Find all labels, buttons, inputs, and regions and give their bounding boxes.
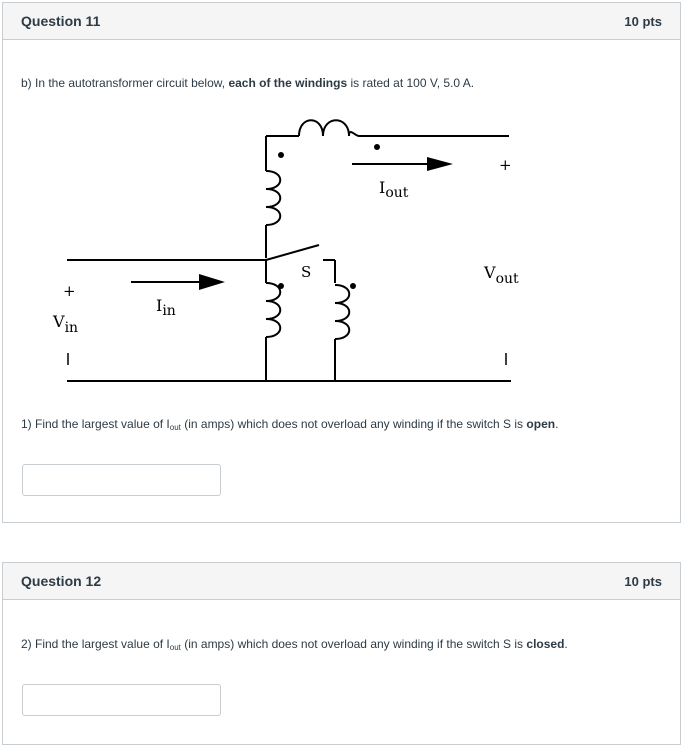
question-11-header <box>3 3 680 40</box>
question-12-card <box>2 562 681 745</box>
vout-plus: + <box>499 156 512 174</box>
lower-right-winding <box>335 285 349 339</box>
vin-label: Vin <box>53 312 79 336</box>
switch-label: S <box>301 263 312 281</box>
vout-label: Vout <box>484 263 519 287</box>
intro-bold: each of the windings <box>228 76 348 90</box>
top-coil <box>299 120 359 136</box>
question-11-answer-input[interactable] <box>22 464 221 496</box>
question-12-prompt <box>21 637 568 652</box>
question-11-points: 10 pts <box>624 13 662 29</box>
vin-plus: + <box>63 282 76 300</box>
upper-winding <box>266 171 280 225</box>
question-12-answer-input[interactable] <box>22 684 221 716</box>
intro-prefix: b) In the autotransformer circuit below, <box>21 76 226 90</box>
prompt-bold: open <box>526 417 556 431</box>
dot-lower-left <box>278 283 284 289</box>
autotransformer-circuit <box>3 113 682 393</box>
switch-blade <box>266 245 319 260</box>
question-12-points: 10 pts <box>624 573 662 589</box>
question-12-title: Question 12 <box>21 573 102 589</box>
question-11-title: Question 11 <box>21 13 101 29</box>
iout-label: Iout <box>379 178 409 201</box>
prompt-sub: out <box>169 643 181 652</box>
dot-lower-right <box>350 283 356 289</box>
prompt-prefix: 1) Find the largest value of I <box>21 417 170 431</box>
dot-top-coil <box>374 144 380 150</box>
prompt-middle: (in amps) which does not overload any winding if the switch S is <box>184 637 524 651</box>
prompt-end: . <box>555 417 559 431</box>
prompt-bold: closed <box>526 637 565 651</box>
question-12-header <box>3 563 680 600</box>
question-11-prompt <box>21 417 558 432</box>
question-11-intro <box>21 76 474 90</box>
intro-suffix: is rated at 100 V, 5.0 A. <box>350 76 475 90</box>
question-11-card <box>2 2 681 523</box>
dot-upper <box>278 152 284 158</box>
lower-left-winding <box>266 283 280 337</box>
iin-arrow-head <box>199 274 225 290</box>
prompt-prefix: 2) Find the largest value of I <box>21 637 170 651</box>
prompt-end: . <box>564 637 568 651</box>
prompt-sub: out <box>169 423 181 432</box>
iin-label: Iin <box>156 296 176 319</box>
prompt-middle: (in amps) which does not overload any winding if the switch S is <box>184 417 524 431</box>
iout-arrow-head <box>427 157 453 171</box>
